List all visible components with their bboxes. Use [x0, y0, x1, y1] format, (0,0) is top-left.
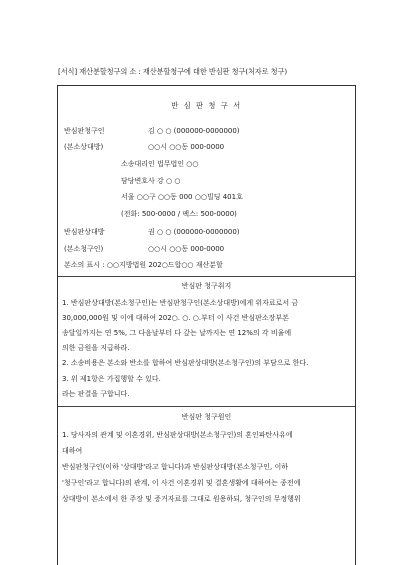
case-reference: 본소의 표시 : ○○지방법원 202○드합○○ 재산분할: [64, 261, 223, 269]
claim-line: 30,000,000원 및 이에 대하여 202○. ○. ○.부터 이 사건 반심판소장부본: [62, 314, 289, 322]
plaintiff-label: 반심판청구인: [64, 127, 105, 135]
lawyer-label: 담당변호사 강 ○ ○: [121, 177, 181, 185]
agent-address: 서울 ○○구 ○○동 000 ○○빌딩 401호: [121, 193, 243, 201]
section-divider: [58, 406, 355, 407]
claim-line: 1. 반심판상대방(본소청구인)는 반심판청구인(본소상대방)에게 위자료로서 금: [62, 299, 299, 307]
form-caption: [서식] 재산분할청구의 소 : 재산분할청구에 대한 반심판 청구(처자로 청구): [58, 67, 288, 76]
claim-line: 의한 금원을 지급하라.: [62, 344, 130, 352]
cause-line: 반심판청구인(이하 '상대방'라고 합니다)과 반심판상대방(본소청구인, 이하: [62, 463, 289, 471]
document-page: [57, 85, 356, 565]
agent-contact: (전화: 500-0000 / 팩스: 500-0000): [121, 210, 237, 218]
plaintiff-name: 김 ○ ○ (000000-0000000): [148, 127, 240, 135]
cause-line: 상대방이 본소에서 한 주장 및 증거자료를 그대로 원용하되, 청구인의 무정행위: [62, 495, 301, 503]
claim-line: 3. 위 제1항은 가집행할 수 있다.: [62, 375, 161, 383]
cause-line: 1. 당사자의 관계 및 이혼경위, 반심판상대방(본소청구인)의 혼인파탄사유에: [62, 431, 293, 439]
plaintiff-address: ○○시 ○○동 000-0000: [148, 143, 225, 151]
plaintiff-sub-label: (본소상대방): [64, 143, 104, 151]
cause-line: '청구인'라고 합니다)의 관계, 이 사건 이혼경위 및 결혼생활에 대하여는 종전에: [62, 479, 301, 487]
defendant-label: 반심판상대방: [64, 228, 105, 236]
agent-label: 소송대리인 법무법인 ○○: [121, 160, 199, 168]
cause-heading: 반심판 청구원인: [181, 413, 232, 421]
claim-line: 라는 판결을 구합니다.: [62, 390, 130, 398]
claim-line: 2. 소송비용은 본소와 반소를 합하여 반심판상대방(본소청구인)의 부담으로 한다.: [62, 359, 309, 367]
cause-line: 대하여: [62, 447, 83, 455]
section-divider: [58, 276, 355, 277]
defendant-sub-label: (본소청구인): [64, 245, 104, 253]
claim-heading: 반심판 청구취지: [181, 282, 232, 290]
document-title: 반 심 판 청 구 서: [171, 101, 242, 110]
defendant-name: 권 ○ ○ (000000-0000000): [148, 228, 240, 236]
defendant-address: ○○시 ○○동 000-0000: [148, 245, 225, 253]
claim-line: 송달일까지는 연 5%, 그 다음날부터 다 갚는 날까지는 연 12%의 각 비율에: [62, 329, 292, 337]
